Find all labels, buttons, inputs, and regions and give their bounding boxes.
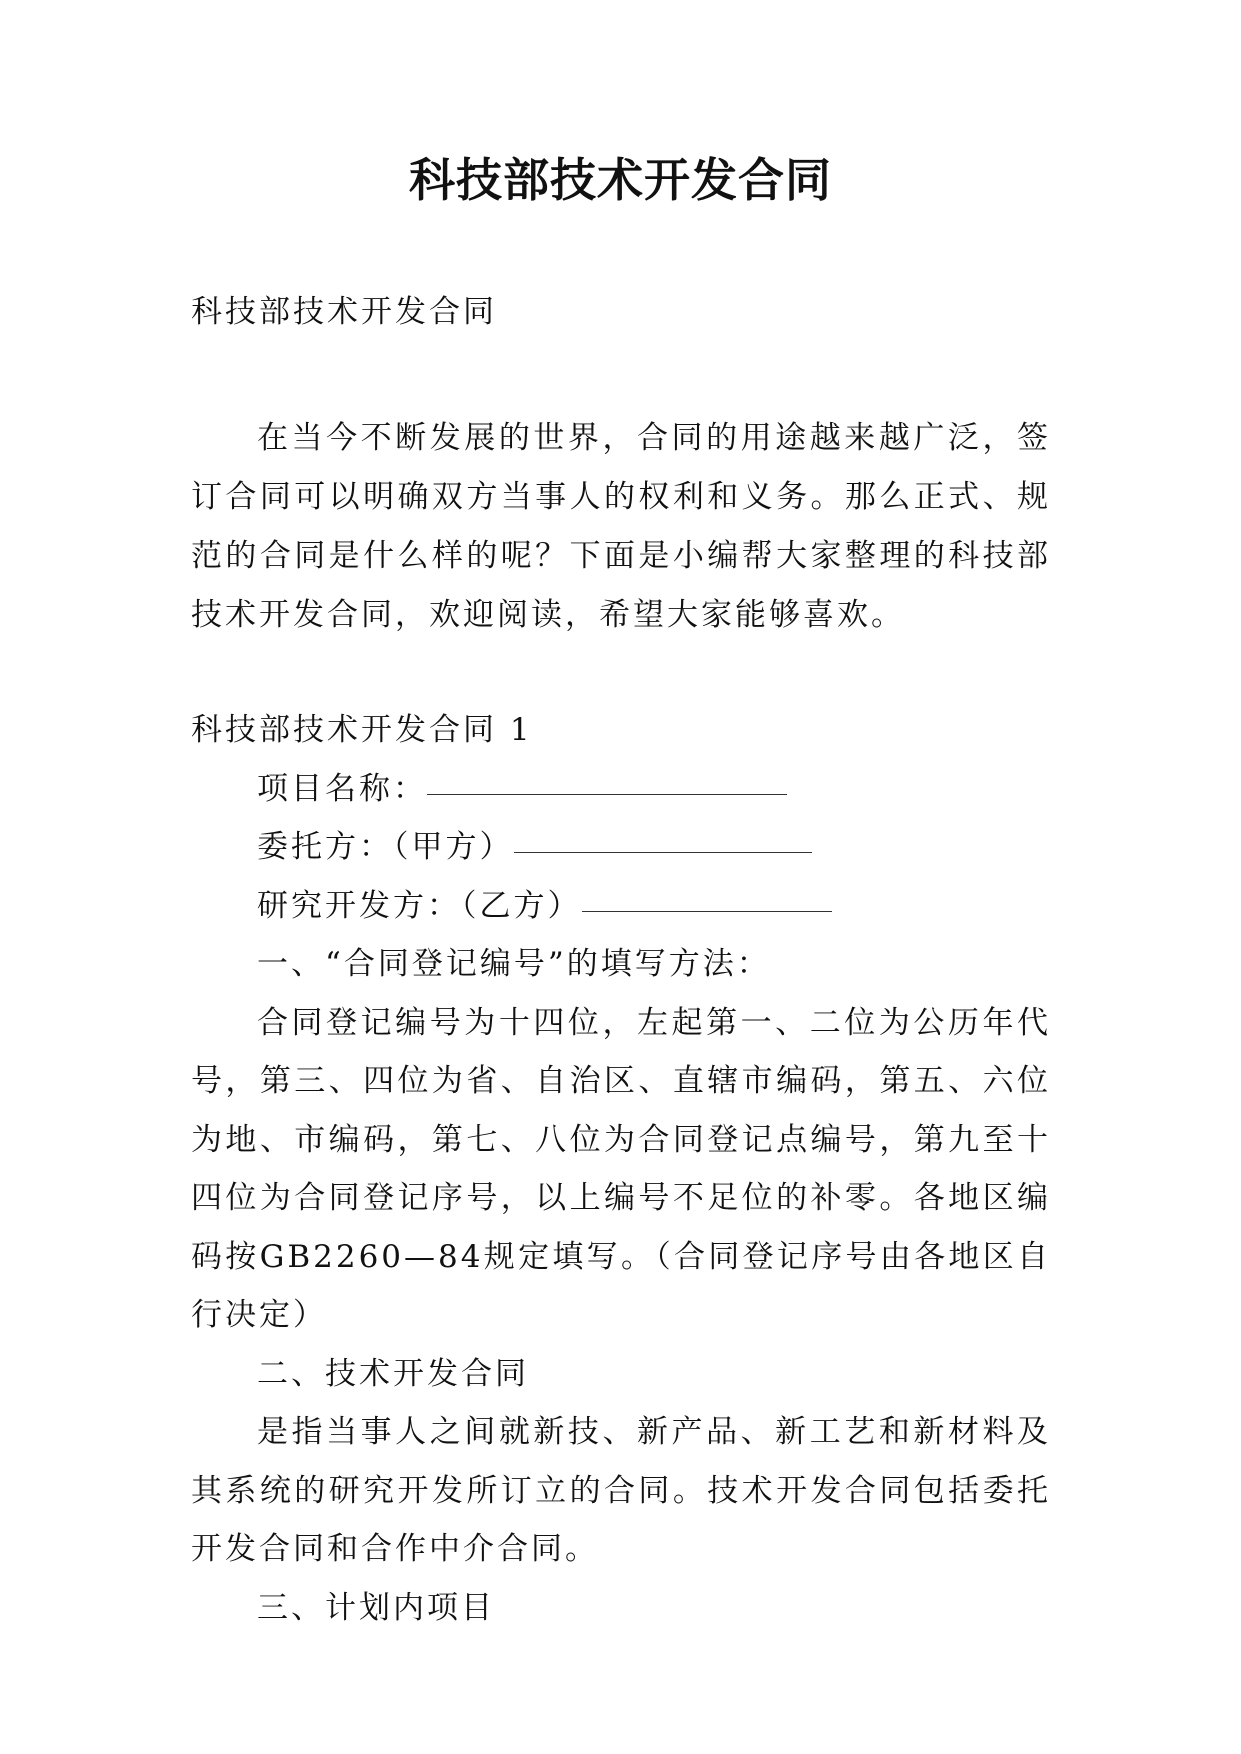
project-name-field [191, 760, 1051, 819]
intro-section [191, 409, 1051, 645]
intro-paragraph: 在当今不断发展的世界，合同的用途越来越广泛，签订合同可以明确双方当事人的权利和义务。那么正式、规范的合同是什么样的呢？下面是小编帮大家整理的科技部技术开发合同，欢迎阅读，希望大家能够喜欢。 [191, 420, 1051, 633]
developer-field [191, 877, 1051, 936]
client-field [191, 818, 1051, 877]
document-subtitle: 科技部技术开发合同 [191, 294, 497, 330]
client-blank [514, 822, 812, 853]
project-name-blank [427, 764, 787, 795]
section-1-heading: 一、“合同登记编号”的填写方法： [257, 946, 771, 982]
developer-label: 研究开发方：（乙方） [257, 887, 582, 924]
document-title: 科技部技术开发合同 [409, 153, 832, 207]
developer-blank [582, 881, 832, 912]
section-2-body: 是指当事人之间就新技、新产品、新工艺和新材料及其系统的研究开发所订立的合同。技术开发合同包括委托开发合同和合作中介合同。 [191, 1414, 1051, 1567]
client-label: 委托方：（甲方） [257, 829, 514, 865]
section-3-heading: 三、计划内项目 [257, 1589, 495, 1626]
project-name-label: 项目名称： [257, 770, 427, 807]
section-1-body: 合同登记编号为十四位，左起第一、二位为公历年代号，第三、四位为省、自治区、直辖市编码，第五、六位为地、市编码，第七、八位为合同登记点编号，第九至十四位为合同登记序号，以上编号不足位的补零。各地区编码按GB2260—84规定填写。（合同登记序号由各地区自行决定） [191, 1004, 1051, 1333]
contract-body [191, 701, 1051, 1637]
contract-heading: 科技部技术开发合同 1 [191, 712, 533, 748]
section-2-heading: 二、技术开发合同 [257, 1355, 529, 1392]
